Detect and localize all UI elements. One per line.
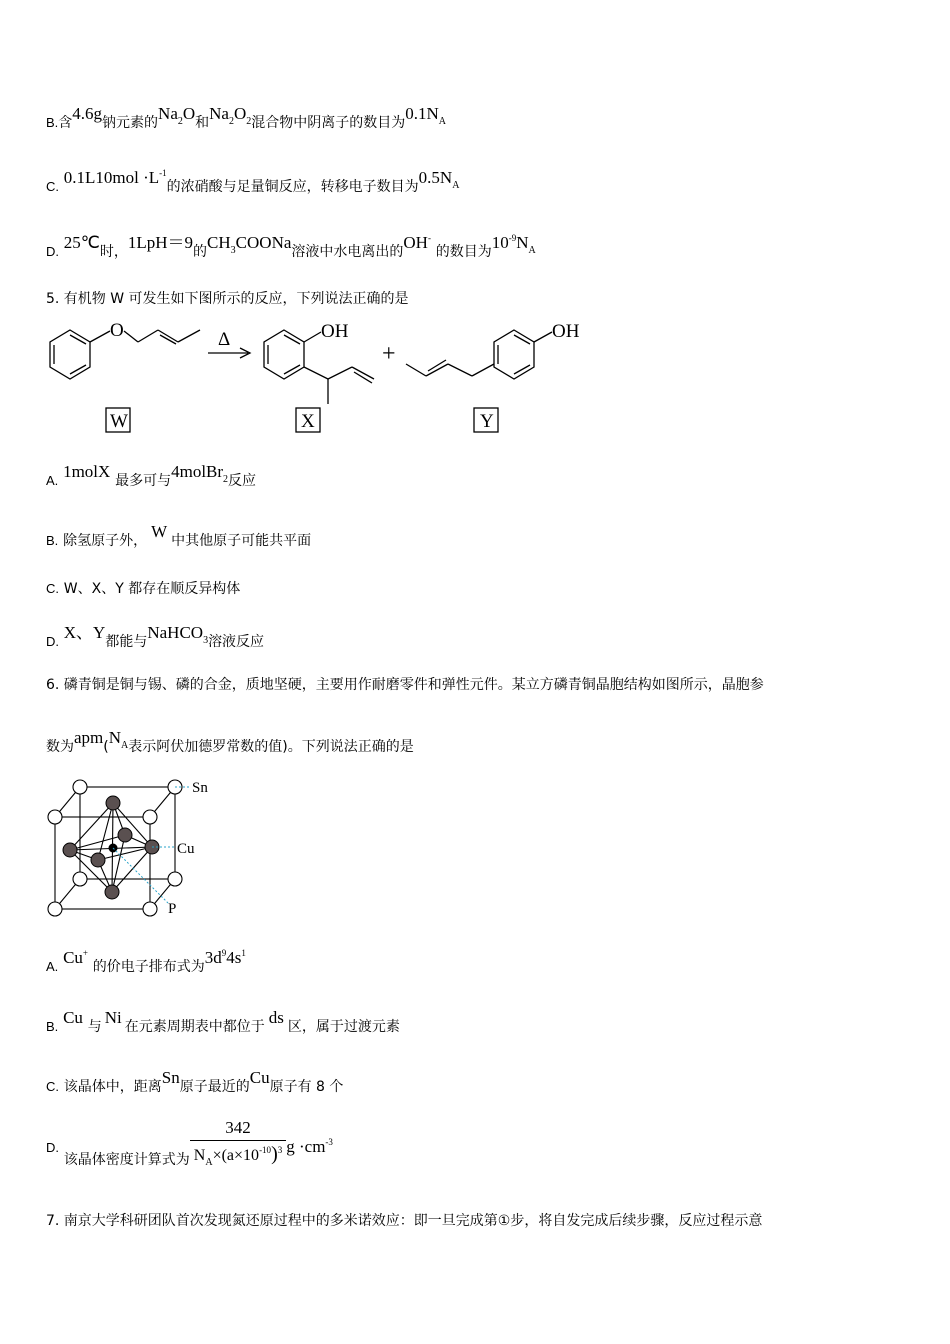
question-7: 7. 南京大学科研团队首次发现氮还原过程中的多米诺效应：即一旦完成第①步，将自发完成后续步骤，反应过程示意: [46, 1213, 763, 1229]
crystal-unit-cell: [40, 770, 240, 920]
heat-delta-label: Δ: [218, 329, 231, 350]
y-hydroxyl-label: OH: [552, 321, 580, 342]
q5-option-c: C. W、X、Y 都存在顺反异构体: [46, 581, 241, 597]
option-b: B.含4.6g钠元素的$Na_2O$和$Na_2O_2$混合物中阴离子的数目为$0.1N_A$: [46, 104, 447, 131]
q6-option-c: C. 该晶体中，距离Sn原子最近的Cu原子有 8 个: [46, 1068, 344, 1095]
label-y: Y: [480, 411, 494, 432]
oxygen-atom-label: O: [110, 320, 124, 341]
x-hydroxyl-label: OH: [321, 321, 349, 342]
q6-option-a: A. Cu+ 的价电子排布式为$3d^94s^1$: [46, 948, 246, 975]
q5-option-b: B. 除氢原子外， W 中其他原子可能共平面: [46, 522, 312, 549]
label-w: W: [110, 411, 128, 432]
label-cu: Cu: [177, 841, 195, 857]
q5-option-a: A. 1molX 最多可与4molBr$_2$反应: [46, 462, 257, 489]
question-6-line-1: 6. 磷青铜是铜与锡、磷的合金，质地坚硬，主要用作耐磨零件和弹性元件。某立方磷青铜晶胞结构如图所示，晶胞参: [46, 677, 764, 693]
question-6-line-2: 数为$apm(N_A$表示阿伏加德罗常数的值)。下列说法正确的是: [46, 728, 414, 755]
label-p: P: [168, 901, 177, 917]
q5-option-d: D. X、Y都能与NaHCO$_3$溶液反应: [46, 623, 265, 650]
density-fraction: $\frac{342}{N_A\times(a\times 10^{-10})^3}$: [190, 1118, 286, 1166]
option-d: D. 25℃时，1LpH＝9的$CH_3COONa$溶液中水电离出的OH- 的数目为$10^{-9}N_A$: [46, 233, 536, 260]
reaction-scheme: [40, 312, 620, 442]
plus-sign: +: [382, 341, 396, 367]
q6-option-b: B. Cu 与 Ni 在元素周期表中都位于 ds 区，属于过渡元素: [46, 1008, 400, 1035]
q6-option-d: D. 该晶体密度计算式为 $\frac{342}{N_A\times(a\times 10^{-10})^3}$ $g \cdot cm^{-3}$: [46, 1118, 333, 1168]
label-x: X: [301, 411, 315, 432]
label-sn: Sn: [192, 780, 208, 796]
option-c: C. $0.1L10mol \cdot L^{-1}$的浓硝酸与足量铜反应，转移电子数目为$0.5N_A$: [46, 168, 460, 195]
question-5: 5. 有机物 W 可发生如下图所示的反应，下列说法正确的是: [46, 291, 409, 307]
